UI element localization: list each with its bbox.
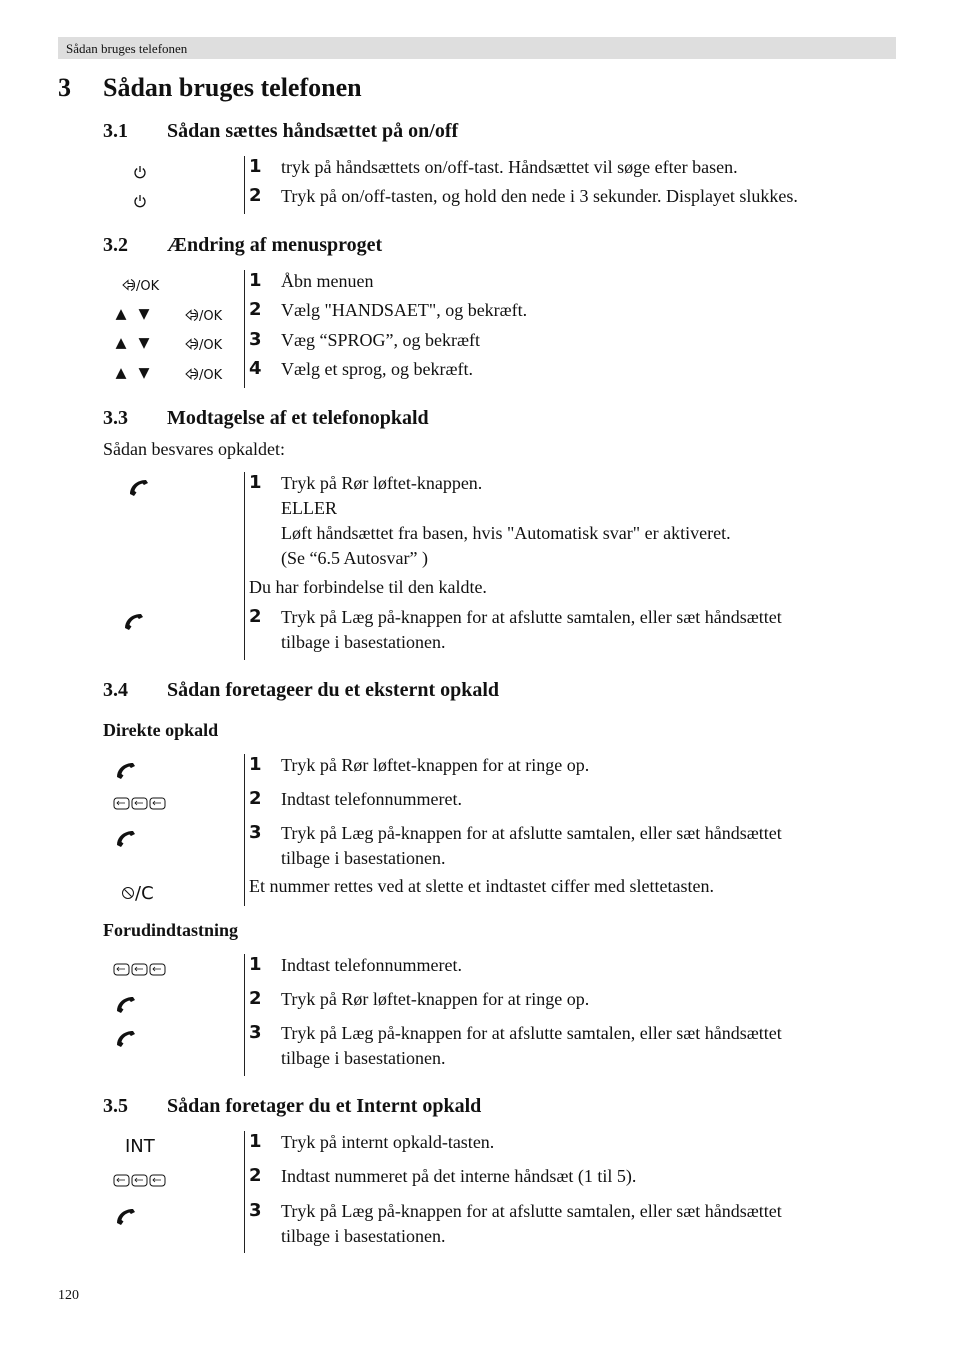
phone-hangup-icon xyxy=(122,611,146,631)
step-divider xyxy=(244,270,245,388)
step-number: 3 xyxy=(249,1022,262,1043)
step-number: 1 xyxy=(249,270,262,291)
arrow-down-icon xyxy=(137,337,151,350)
intro-text: Sådan besvares opkaldet: xyxy=(103,439,285,459)
step-number: 2 xyxy=(249,988,262,1009)
clear-key-label: C xyxy=(141,883,154,904)
phone-hangup-icon xyxy=(114,1028,138,1048)
step-text: Åbn menuen xyxy=(281,271,374,291)
keypad-icon xyxy=(113,1174,167,1188)
step-text: Tryk på Rør løftet-knappen. xyxy=(281,473,483,493)
step-text: tilbage i basestationen. xyxy=(281,632,446,652)
step-number: 1 xyxy=(249,156,262,177)
step-text: Indtast telefonnummeret. xyxy=(281,955,462,975)
step-number: 2 xyxy=(249,299,262,320)
step-number: 2 xyxy=(249,788,262,809)
section-heading-3-5 xyxy=(103,1095,703,1121)
step-text: tilbage i basestationen. xyxy=(281,848,446,868)
step-text: Tryk på Læg på-knappen for at afslutte samtalen, eller sæt håndsættet xyxy=(281,1201,782,1221)
clear-key-icon: /C xyxy=(121,883,154,904)
ok-key-label: /OK xyxy=(199,338,223,353)
step-text: Tryk på Læg på-knappen for at afslutte samtalen, eller sæt håndsættet xyxy=(281,607,782,627)
menu-ok-key-icon xyxy=(185,337,222,353)
menu-ok-key-icon xyxy=(185,308,222,324)
step-number: 4 xyxy=(249,358,262,379)
section-title: Modtagelse af et telefonopkald xyxy=(167,407,429,429)
section-number: 3.2 xyxy=(103,234,128,256)
step-text: tilbage i basestationen. xyxy=(281,1048,446,1068)
phone-talk-icon xyxy=(127,477,151,497)
phone-talk-icon xyxy=(114,994,138,1014)
step-text: Tryk på Læg på-knappen for at afslutte samtalen, eller sæt håndsættet xyxy=(281,823,782,843)
power-icon xyxy=(133,165,147,179)
step-text: Tryk på Rør løftet-knappen for at ringe op. xyxy=(281,989,590,1009)
keypad-icon xyxy=(113,963,167,977)
step-number: 1 xyxy=(249,954,262,975)
step-text: (Se “6.5 Autosvar” ) xyxy=(281,548,428,568)
step-text: Løft håndsættet fra basen, hvis "Automatisk svar" er aktiveret. xyxy=(281,523,731,543)
step-number: 2 xyxy=(249,185,262,206)
step-text: Tryk på on/off-tasten, og hold den nede i 3 sekunder. Displayet slukkes. xyxy=(281,186,798,206)
step-text: Indtast telefonnummeret. xyxy=(281,789,462,809)
step-text: Vælg "HANDSAET", og bekræft. xyxy=(281,300,528,320)
ok-key-label: /OK xyxy=(199,309,223,324)
step-divider xyxy=(244,156,245,214)
step-divider xyxy=(244,954,245,1076)
section-title: Ændring af menusproget xyxy=(167,234,383,256)
step-text: Vælg et sprog, og bekræft. xyxy=(281,359,473,379)
step-divider xyxy=(244,754,245,906)
step-text: Tryk på internt opkald-tasten. xyxy=(281,1132,495,1152)
step-text: Væg “SPROG”, og bekræft xyxy=(281,330,480,350)
section-number: 3.4 xyxy=(103,679,128,701)
note-text: Et nummer rettes ved at slette et indtastet ciffer med slettetasten. xyxy=(249,876,715,896)
ok-key-label: /OK xyxy=(199,368,223,383)
section-title: Sådan foretager du et Internt opkald xyxy=(167,1095,482,1117)
keypad-icon xyxy=(113,797,167,811)
step-number: 2 xyxy=(249,606,262,627)
section-heading-3-4 xyxy=(103,679,703,705)
note-text: Du har forbindelse til den kaldte. xyxy=(249,577,487,597)
arrow-up-icon xyxy=(114,337,128,350)
step-text: Tryk på Rør løftet-knappen for at ringe op. xyxy=(281,755,590,775)
arrow-down-icon xyxy=(137,367,151,380)
section-number: 3.5 xyxy=(103,1095,128,1117)
phone-hangup-icon xyxy=(114,1206,138,1226)
step-number: 1 xyxy=(249,1131,262,1152)
step-number: 2 xyxy=(249,1165,262,1186)
arrow-up-icon xyxy=(114,308,128,321)
power-icon xyxy=(133,194,147,208)
step-number: 3 xyxy=(249,329,262,350)
menu-ok-key-icon xyxy=(122,278,159,294)
step-number: 1 xyxy=(249,754,262,775)
section-number: 3.3 xyxy=(103,407,128,429)
subheading-direct-call: Direkte opkald xyxy=(103,720,219,740)
section-title: Sådan sættes håndsættet på on/off xyxy=(167,120,459,142)
step-number: 1 xyxy=(249,472,262,493)
section-heading-3-1 xyxy=(103,120,703,146)
ok-key-label: /OK xyxy=(136,279,160,294)
step-divider xyxy=(244,1131,245,1253)
step-text: tryk på håndsættets on/off-tast. Håndsættet vil søge efter basen. xyxy=(281,157,738,177)
section-heading-3-2 xyxy=(103,234,703,260)
section-number: 3.1 xyxy=(103,120,128,142)
step-text: Tryk på Læg på-knappen for at afslutte samtalen, eller sæt håndsættet xyxy=(281,1023,782,1043)
running-title: Sådan bruges telefonen xyxy=(66,41,188,56)
section-title: Sådan foretageer du et eksternt opkald xyxy=(167,679,500,701)
step-text: tilbage i basestationen. xyxy=(281,1226,446,1246)
step-number: 3 xyxy=(249,822,262,843)
menu-ok-key-icon xyxy=(185,367,222,383)
running-header xyxy=(58,37,896,59)
step-text: Indtast nummeret på det interne håndsæt (1 til 5). xyxy=(281,1166,637,1186)
arrow-down-icon xyxy=(137,308,151,321)
chapter-heading xyxy=(58,73,658,105)
phone-talk-icon xyxy=(114,760,138,780)
page-number: 120 xyxy=(58,1288,79,1303)
subheading-predial: Forudindtastning xyxy=(103,920,239,940)
step-divider xyxy=(244,472,245,660)
section-heading-3-3 xyxy=(103,407,703,433)
chapter-title: Sådan bruges telefonen xyxy=(103,73,362,102)
step-text: ELLER xyxy=(281,498,337,518)
chapter-number: 3 xyxy=(58,73,71,102)
phone-hangup-icon xyxy=(114,828,138,848)
intercom-key-icon: INT xyxy=(125,1136,155,1157)
arrow-up-icon xyxy=(114,367,128,380)
step-number: 3 xyxy=(249,1200,262,1221)
